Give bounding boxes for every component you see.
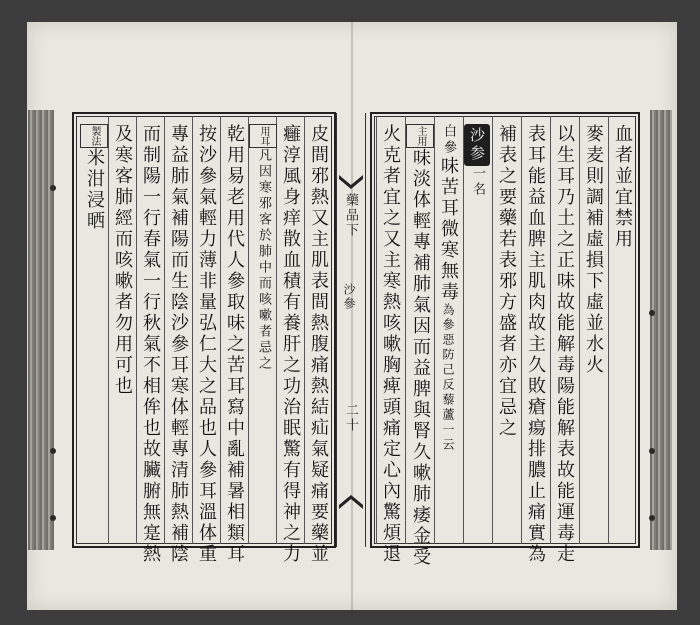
- binding-hole: [50, 185, 56, 191]
- column-text: 及寒客肺經而咳嗽者勿用可也: [112, 124, 133, 397]
- column-text: [580, 116, 606, 376]
- column-text-prefix: 白參: [441, 124, 456, 156]
- fish-tail-mark-bottom: [339, 495, 363, 509]
- text-column: [376, 116, 402, 565]
- text-column: [136, 116, 162, 565]
- column-text-note: 為參惡防己反藜蘆一云: [441, 303, 455, 453]
- text-column: [521, 116, 547, 565]
- text-column: [463, 116, 489, 544]
- column-text-note: 凡因寒邪客於肺中而咳嗽者忌之: [256, 148, 271, 372]
- binding-hole: [50, 515, 56, 521]
- column-text: 以生耳乃土之正味故能解毒陽能解表故能運毒走: [554, 124, 575, 565]
- text-column: [248, 116, 274, 544]
- column-text: 皮間邪熱又主肌表間熱腹痛熱結疝氣疑痛要藥並: [308, 124, 329, 565]
- column-text: [406, 116, 434, 568]
- binding-hole: [649, 448, 655, 454]
- center-page-number: 二十: [343, 403, 358, 433]
- column-text: 癰淳風身痒散血積有養肝之功治眠驚有得神之力: [280, 124, 301, 565]
- inline-annotation: 主用: [406, 124, 434, 148]
- column-text-main: 米泔浸晒: [84, 148, 105, 232]
- text-column: [608, 116, 634, 544]
- entry-heading: 沙参: [464, 124, 490, 166]
- text-column: [434, 116, 460, 544]
- column-text: 表耳能益血脾主肌肉故主久敗瘡瘍排膿止痛實為: [525, 124, 546, 565]
- column-text: [464, 116, 490, 198]
- fish-tail-mark-top: [339, 175, 363, 189]
- column-text: [249, 116, 277, 372]
- binding-hole: [649, 515, 655, 521]
- text-column: [164, 116, 190, 565]
- text-column: [550, 116, 576, 565]
- center-item: 沙參: [342, 283, 356, 311]
- column-text: 按沙參氣輕力薄非量弘仁大之品也人參耳溫体重: [196, 124, 217, 565]
- column-text: [435, 116, 461, 453]
- column-text: 血者並宜禁用: [612, 124, 633, 250]
- left-page-text: [78, 116, 330, 565]
- binding-hole: [649, 310, 655, 316]
- column-text-main: 味苦耳微寒無毒: [438, 156, 459, 303]
- column-text-main: 一名: [470, 166, 485, 198]
- left-binding-edge: [28, 110, 54, 550]
- text-column: [304, 116, 330, 565]
- text-column: [192, 116, 218, 565]
- right-binding-edge: [650, 110, 672, 550]
- text-column: [276, 116, 302, 565]
- text-column: [579, 116, 605, 544]
- inline-annotation: 用耳: [249, 124, 277, 148]
- column-text: 補表之要藥若表邪方盛者亦宜忌之: [496, 124, 517, 439]
- column-text: [80, 116, 108, 232]
- column-text-main: 味淡体輕專補肺氣因而益脾與腎久嗽肺痿金受: [410, 148, 431, 568]
- inline-annotation: 製法: [80, 124, 108, 148]
- right-page-text: [376, 116, 634, 568]
- center-title: 藥品下: [343, 193, 358, 238]
- center-fold-strip: [336, 113, 366, 547]
- binding-hole: [50, 448, 56, 454]
- column-text: 乾用易老用代人參取味之苦耳寫中亂補暑相類耳: [224, 124, 245, 565]
- column-text: 而制陽一行春氣一行秋氣不相侔也故臟腑無寔熱: [140, 124, 161, 565]
- column-text-main: 麥麦則調補虛損下虛並水火: [583, 124, 604, 376]
- text-column: [80, 116, 106, 544]
- text-column: [220, 116, 246, 565]
- text-column: [492, 116, 518, 544]
- text-column: [405, 116, 431, 568]
- column-text: 專益肺氣補陽而生陰沙參耳寒体輕專清肺熱補陰: [168, 124, 189, 565]
- text-column: [108, 116, 134, 544]
- column-text: 火克者宜之又主寒熱咳嗽胸痺頭痛定心內驚煩退: [380, 124, 401, 565]
